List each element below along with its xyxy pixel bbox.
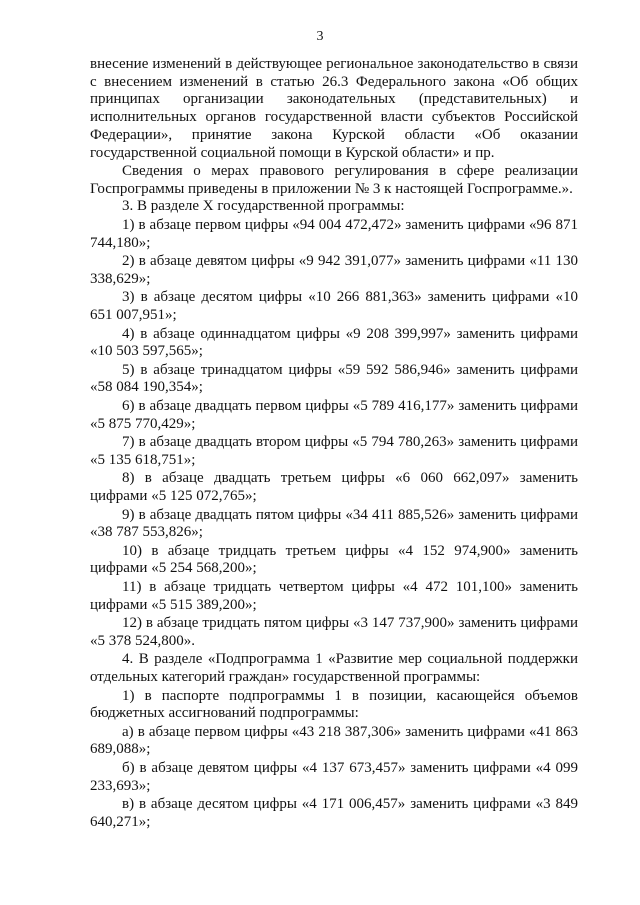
- list-item-subprogram-1-a: а) в абзаце первом цифры «43 218 387,306» заменить цифрами «41 863 689,088»;: [90, 723, 578, 758]
- list-item-section-x-3: 3) в абзаце десятом цифры «10 266 881,363» заменить цифрами «10 651 007,951»;: [90, 289, 578, 324]
- list-item-section-x-10: 10) в абзаце тридцать третьем цифры «4 152 974,900» заменить цифрами «5 254 568,200»;: [90, 542, 578, 577]
- list-item-section-x-2: 2) в абзаце девятом цифры «9 942 391,077» заменить цифрами «11 130 338,629»;: [90, 253, 578, 287]
- list-item-section-x-11: 11) в абзаце тридцать четвертом цифры «4 472 101,100» заменить цифрами «5 515 389,200»;: [90, 578, 578, 613]
- list-item-subprogram-1-c: в) в абзаце десятом цифры «4 171 006,457» заменить цифрами «3 849 640,271»;: [90, 796, 578, 830]
- paragraph-intro-continuation: внесение изменений в действующее региональное законодательство в связи с внесением изменений в статью 26.3 Федерального закона «Об общих принципах организации законодательных (представительных) и исполнительных органов государственной власти субъектов Российской Федерации», принятие закона Курской области «Об оказании государственной социальной помощи в Курской области» и пр.: [90, 56, 578, 161]
- list-item-subprogram-1-b: б) в абзаце девятом цифры «4 137 673,457» заменить цифрами «4 099 233,693»;: [90, 759, 578, 794]
- list-item-section-x-8: 8) в абзаце двадцать третьем цифры «6 060 662,097» заменить цифрами «5 125 072,765»;: [90, 470, 578, 505]
- list-item-subprogram-1-passport: 1) в паспорте подпрограммы 1 в позиции, касающейся объемов бюджетных ассигнований подпрограммы:: [90, 687, 578, 722]
- document-body: [90, 56, 578, 832]
- list-item-section-x-12: 12) в абзаце тридцать пятом цифры «3 147 737,900» заменить цифрами «5 378 524,800».: [90, 615, 578, 649]
- list-item-section-x-6: 6) в абзаце двадцать первом цифры «5 789 416,177» заменить цифрами «5 875 770,429»;: [90, 397, 578, 432]
- paragraph-subprogram-1-heading: 4. В разделе «Подпрограмма 1 «Развитие мер социальной поддержки отдельных категорий граждан» государственной программы:: [90, 651, 578, 686]
- list-item-section-x-5: 5) в абзаце тринадцатом цифры «59 592 586,946» заменить цифрами «58 084 190,354»;: [90, 361, 578, 396]
- page-number: 3: [316, 29, 324, 44]
- list-item-section-x-4: 4) в абзаце одиннадцатом цифры «9 208 399,997» заменить цифрами «10 503 597,565»;: [90, 325, 578, 360]
- list-item-section-x-7: 7) в абзаце двадцать втором цифры «5 794 780,263» заменить цифрами «5 135 618,751»;: [90, 434, 578, 468]
- paragraph-section-x-heading: 3. В разделе X государственной программы:: [122, 198, 405, 215]
- list-item-section-x-9: 9) в абзаце двадцать пятом цифры «34 411 885,526» заменить цифрами «38 787 553,826»;: [90, 506, 578, 541]
- list-item-section-x-1: 1) в абзаце первом цифры «94 004 472,472» заменить цифрами «96 871 744,180»;: [90, 216, 578, 251]
- paragraph-legal-regulation-info: Сведения о мерах правового регулирования в сфере реализации Госпрограммы приведены в приложении № 3 к настоящей Госпрограмме.».: [90, 163, 578, 197]
